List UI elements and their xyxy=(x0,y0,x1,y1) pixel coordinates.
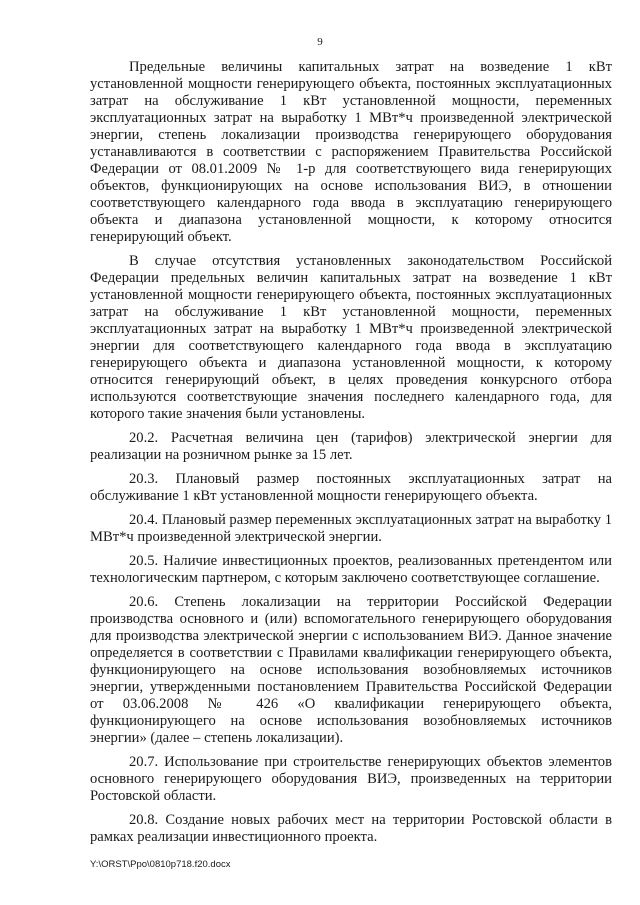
paragraph-20-4: 20.4. Плановый размер переменных эксплуатационных затрат на выработку 1 МВт*ч произведенной электрической энергии. xyxy=(90,512,612,545)
paragraph-20-6: 20.6. Степень локализации на территории Российской Федерации производства основного и (или) вспомогательного генерирующего оборудования для производства электрической энергии с использованием ВИЭ. Данное значение определяется в соответствии с Правилами квалификации генерирующего объекта, функционирующего на основе использования возобновляемых источников энергии, утвержденными постановлением Правительства Российской Федерации от 03.06.2008 № 426 «О квалификации генерирующего объекта, функционирующего на основе использования возобновляемых источников энергии» (далее – степень локализации). xyxy=(90,594,612,746)
paragraph-20-2: 20.2. Расчетная величина цен (тарифов) электрической энергии для реализации на розничном рынке за 15 лет. xyxy=(90,430,612,463)
paragraph-20-5: 20.5. Наличие инвестиционных проектов, реализованных претендентом или технологическим партнером, с которым заключено соответствующее соглашение. xyxy=(90,553,612,586)
footer-file-path: Y:\ORST\Ppo\0810p718.f20.docx xyxy=(90,859,231,870)
page-number: 9 xyxy=(317,36,323,48)
paragraph-20-7: 20.7. Использование при строительстве генерирующих объектов элементов основного генерирующего оборудования ВИЭ, произведенных на территории Ростовской области. xyxy=(90,754,612,804)
paragraph-20-8: 20.8. Создание новых рабочих мест на территории Ростовской области в рамках реализации инвестиционного проекта. xyxy=(90,812,612,845)
paragraph-20-3: 20.3. Плановый размер постоянных эксплуатационных затрат на обслуживание 1 кВт установленной мощности генерирующего объекта. xyxy=(90,471,612,504)
paragraph-absence-of-limits: В случае отсутствия установленных законодательством Российской Федерации предельных величин капитальных затрат на возведение 1 кВт установленной мощности генерирующего объекта, постоянных эксплуатационных затрат на обслуживание 1 кВт установленной мощности, переменных эксплуатационных затрат на выработку 1 МВт*ч произведенной электрической энергии для соответствующего календарного года ввода в эксплуатацию генерирующего объекта и диапазона установленной мощности, к которому относится генерирующий объект, в целях проведения конкурсного отбора используются соответствующие значения последнего календарного года, для которого такие значения были установлены. xyxy=(90,253,612,422)
document-body xyxy=(90,59,612,853)
paragraph-capital-cost-limits: Предельные величины капитальных затрат на возведение 1 кВт установленной мощности генерирующего объекта, постоянных эксплуатационных затрат на обслуживание 1 кВт установленной мощности, переменных эксплуатационных затрат на выработку 1 МВт*ч произведенной электрической энергии, степень локализации производства генерирующего оборудования устанавливаются в соответствии с распоряжением Правительства Российской Федерации от 08.01.2009 № 1-р для соответствующего вида генерирующих объектов, функционирующих на основе использования ВИЭ, в отношении соответствующего календарного года ввода в эксплуатацию генерирующего объекта и диапазона установленной мощности, к которому относится генерирующий объект. xyxy=(90,59,612,245)
